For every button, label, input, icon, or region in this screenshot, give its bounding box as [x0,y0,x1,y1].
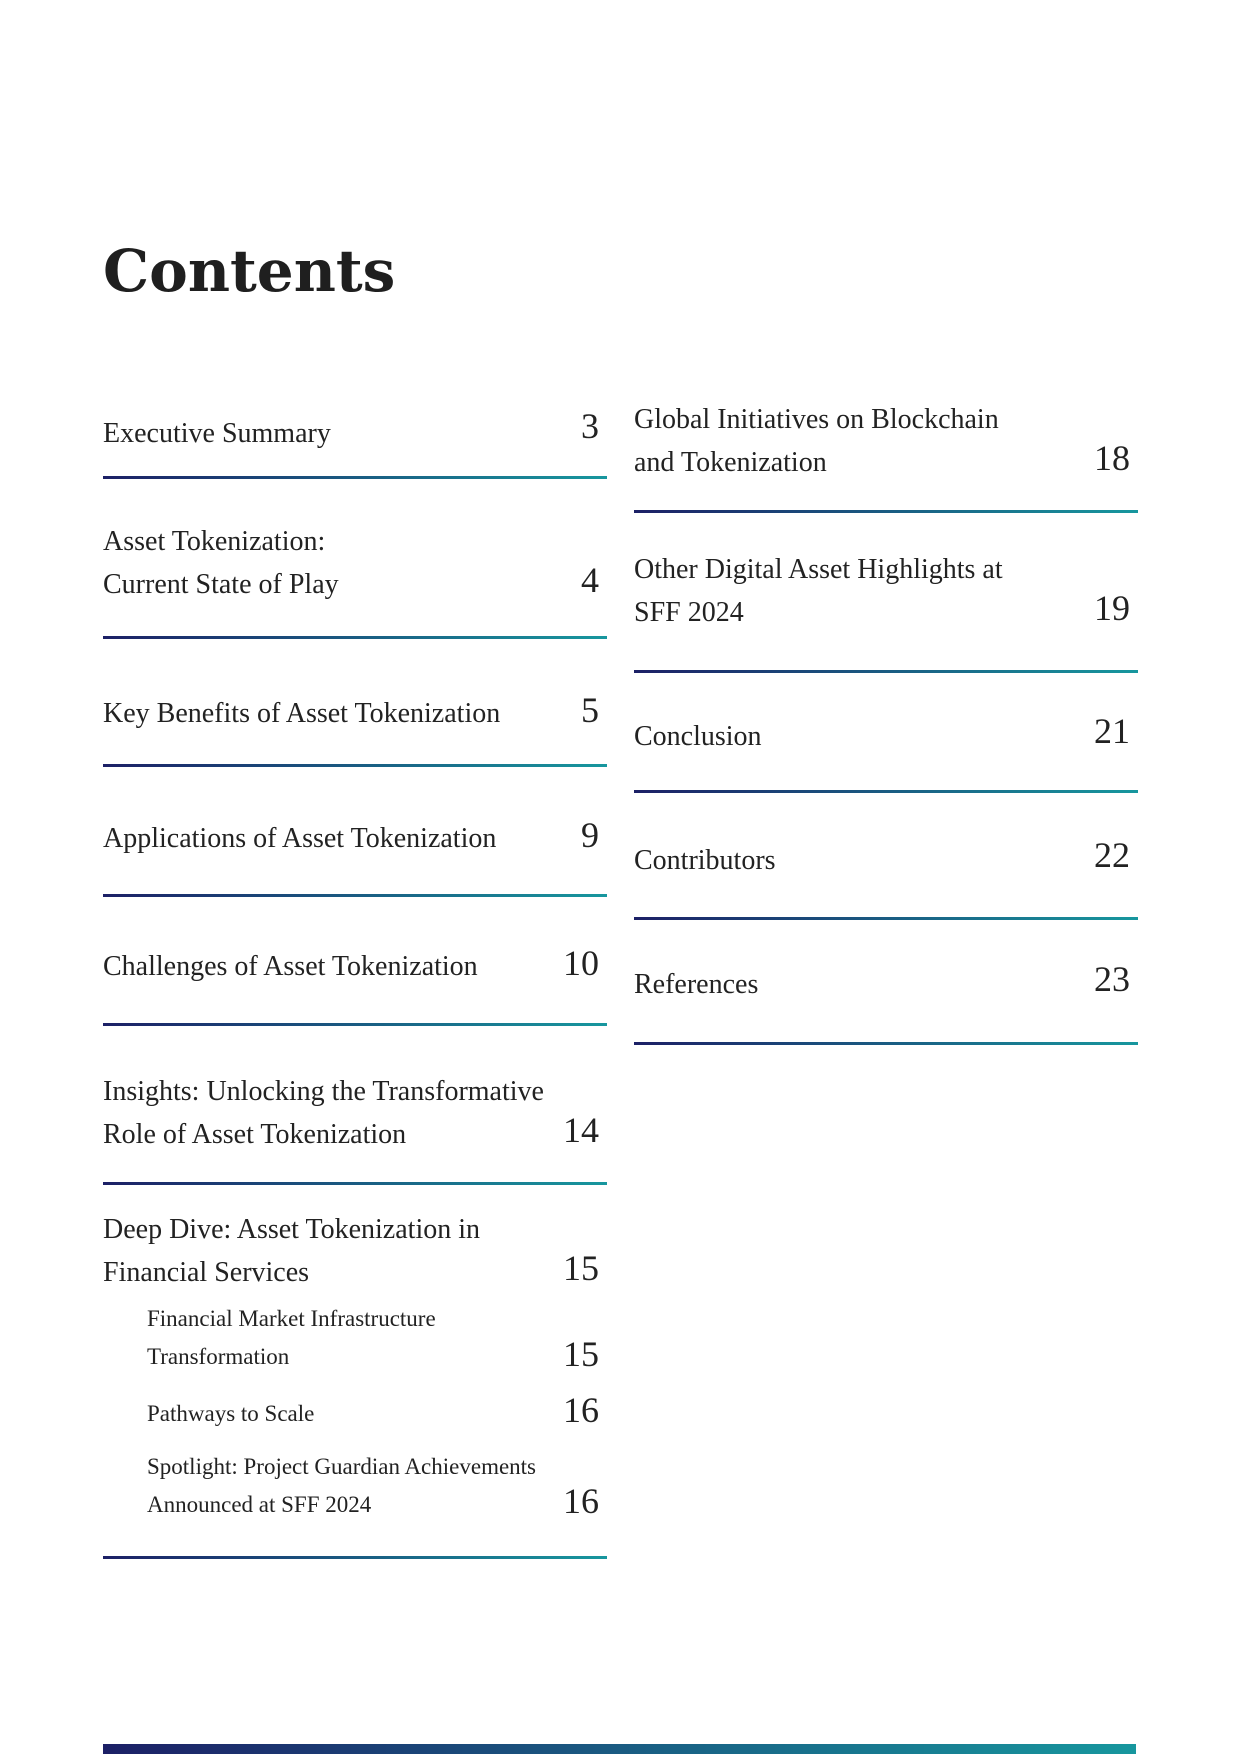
toc-entry-page: 5 [581,690,599,730]
toc-entry-page: 4 [581,560,599,600]
toc-entry-title: Challenges of Asset Tokenization [103,951,478,982]
toc-entry-deep-dive[interactable] [103,1208,607,1560]
toc-entry-page: 23 [1094,959,1130,999]
toc-entry-contributors[interactable] [634,835,1138,919]
toc-divider [634,790,1138,793]
toc-divider [103,894,607,897]
toc-entry-other-highlights[interactable] [634,548,1138,674]
toc-subentry-page: 15 [563,1334,599,1374]
toc-divider [634,670,1138,673]
toc-entry-references[interactable] [634,959,1138,1045]
toc-entry-title: Applications of Asset Tokenization [103,823,497,854]
toc-entry-page: 3 [581,406,599,446]
toc-divider [634,1042,1138,1045]
toc-subentry-page: 16 [563,1390,599,1430]
toc-entry-title: Global Initiatives on Blockchain and Tokenization [634,404,999,478]
toc-entry-page: 19 [1094,588,1130,628]
page-title: Contents [103,237,396,305]
toc-entry-page: 9 [581,815,599,855]
toc-entry-page: 15 [563,1248,599,1288]
toc-entry-applications[interactable] [103,810,607,898]
toc-divider [103,764,607,767]
toc-entry-title: Executive Summary [103,418,331,449]
toc-subentry-title[interactable]: Financial Market Infrastructure Transformation [147,1306,436,1369]
toc-divider [103,1182,607,1185]
toc-divider [103,476,607,479]
toc-entry-asset-tokenization[interactable] [103,520,607,640]
toc-entry-page: 14 [563,1110,599,1150]
toc-divider [103,636,607,639]
toc-entry-global-initiatives[interactable] [634,398,1138,514]
toc-entry-title: Conclusion [634,721,762,752]
toc-entry-title: Asset Tokenization: Current State of Play [103,526,339,600]
toc-entry-title: Contributors [634,845,776,876]
toc-divider [103,1556,607,1559]
toc-subentry-title[interactable]: Pathways to Scale [147,1401,315,1426]
toc-divider [634,510,1138,513]
toc-entry-title: Insights: Unlocking the Transformative Role of Asset Tokenization [103,1076,544,1150]
toc-entry-insights[interactable] [103,1070,607,1186]
toc-divider [103,1023,607,1026]
toc-subentry-page: 16 [563,1481,599,1521]
toc-entry-page: 10 [563,943,599,983]
footer-bar [103,1744,1136,1754]
toc-entry-title: Key Benefits of Asset Tokenization [103,698,501,729]
toc-entry-title: Deep Dive: Asset Tokenization in Financial Services [103,1214,481,1288]
toc-subentry-title[interactable]: Spotlight: Project Guardian Achievements Announced at SFF 2024 [147,1454,537,1517]
toc-entry-title: Other Digital Asset Highlights at SFF 2024 [634,554,1003,628]
toc-entry-executive-summary[interactable] [103,400,607,480]
toc-entry-page: 21 [1094,711,1130,751]
toc-entry-conclusion[interactable] [634,711,1138,793]
toc-divider [634,917,1138,920]
toc-entry-page: 18 [1094,438,1130,478]
toc-entry-key-benefits[interactable] [103,685,607,769]
toc-entry-page: 22 [1094,835,1130,875]
toc-entry-challenges[interactable] [103,945,607,1027]
toc-entry-title: References [634,969,759,1000]
